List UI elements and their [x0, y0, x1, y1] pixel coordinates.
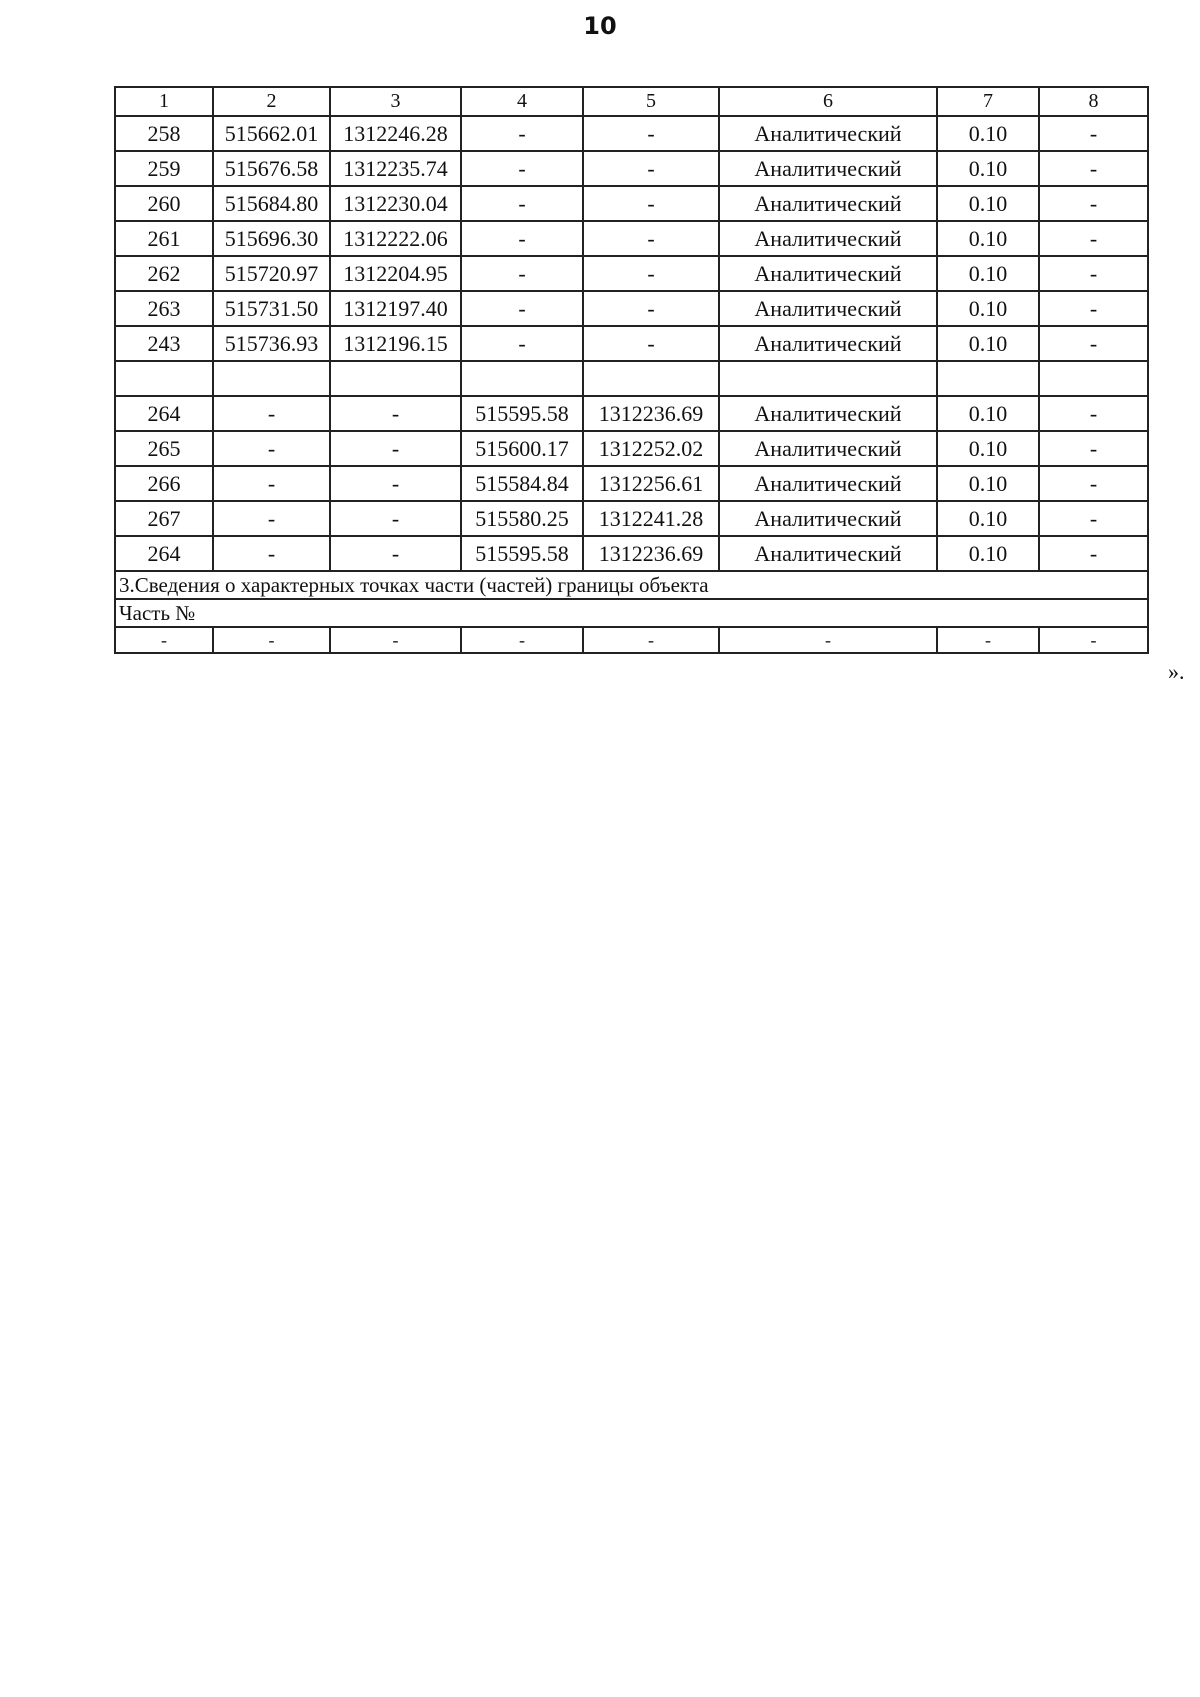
table-cell: 515720.97 — [213, 256, 330, 291]
table-cell: - — [461, 186, 583, 221]
table-body — [115, 87, 1148, 653]
table-cell: - — [583, 116, 719, 151]
table-cell: 515662.01 — [213, 116, 330, 151]
table-cell: - — [213, 501, 330, 536]
table-cell: - — [937, 627, 1039, 653]
table-cell: 1312230.04 — [330, 186, 461, 221]
table-cell: 1312252.02 — [583, 431, 719, 466]
table-cell: 1312256.61 — [583, 466, 719, 501]
table-cell: 0.10 — [937, 501, 1039, 536]
table-cell: - — [583, 291, 719, 326]
table-cell: - — [1039, 291, 1148, 326]
table-cell: - — [1039, 221, 1148, 256]
table-cell: Аналитический — [719, 116, 937, 151]
empty-cell — [937, 361, 1039, 396]
table-cell: 259 — [115, 151, 213, 186]
column-header: 7 — [937, 87, 1039, 116]
table-row — [115, 536, 1148, 571]
empty-cell — [583, 361, 719, 396]
column-header: 3 — [330, 87, 461, 116]
table-row — [115, 466, 1148, 501]
table-cell: 266 — [115, 466, 213, 501]
empty-cell — [330, 361, 461, 396]
table-cell: 1312236.69 — [583, 396, 719, 431]
table-row — [115, 501, 1148, 536]
table-cell: - — [583, 326, 719, 361]
table-cell: - — [583, 256, 719, 291]
table-cell: - — [213, 466, 330, 501]
table-cell: 0.10 — [937, 431, 1039, 466]
table-cell: 0.10 — [937, 326, 1039, 361]
table-cell: 1312197.40 — [330, 291, 461, 326]
table-cell: 515731.50 — [213, 291, 330, 326]
column-header: 8 — [1039, 87, 1148, 116]
table-cell: - — [583, 186, 719, 221]
table-cell: - — [461, 326, 583, 361]
table-row — [115, 151, 1148, 186]
table-cell: - — [115, 627, 213, 653]
table-cell: - — [583, 151, 719, 186]
table-cell: 1312196.15 — [330, 326, 461, 361]
table-cell: - — [461, 256, 583, 291]
table-cell: 515736.93 — [213, 326, 330, 361]
table-cell: 1312235.74 — [330, 151, 461, 186]
table-cell: - — [461, 291, 583, 326]
table-row — [115, 221, 1148, 256]
table-cell: 243 — [115, 326, 213, 361]
table-cell: 515595.58 — [461, 536, 583, 571]
table-cell: Аналитический — [719, 256, 937, 291]
table-cell: 265 — [115, 431, 213, 466]
table-row — [115, 256, 1148, 291]
table-cell: - — [1039, 627, 1148, 653]
table-cell: - — [461, 221, 583, 256]
closing-quote: ». — [1168, 659, 1185, 684]
column-header: 2 — [213, 87, 330, 116]
table-cell: - — [583, 627, 719, 653]
table-cell: - — [1039, 256, 1148, 291]
table-cell: 260 — [115, 186, 213, 221]
table-cell: - — [213, 536, 330, 571]
table-cell: - — [461, 627, 583, 653]
table-cell: 515684.80 — [213, 186, 330, 221]
table-cell: - — [330, 396, 461, 431]
table-cell: - — [213, 396, 330, 431]
table-cell: 264 — [115, 536, 213, 571]
table-cell: - — [461, 151, 583, 186]
column-header: 6 — [719, 87, 937, 116]
table-cell: 0.10 — [937, 466, 1039, 501]
table-cell: Аналитический — [719, 151, 937, 186]
table-cell: 0.10 — [937, 256, 1039, 291]
empty-cell — [115, 361, 213, 396]
table-cell: 0.10 — [937, 151, 1039, 186]
part-number-label: Часть № — [115, 599, 1148, 627]
table-cell: Аналитический — [719, 326, 937, 361]
section-3-title: 3.Сведения о характерных точках части (частей) границы объекта — [115, 571, 1148, 599]
table-row — [115, 431, 1148, 466]
table-cell: 0.10 — [937, 291, 1039, 326]
table-cell: Аналитический — [719, 536, 937, 571]
table-cell: 0.10 — [937, 116, 1039, 151]
table-cell: 515595.58 — [461, 396, 583, 431]
empty-cell — [213, 361, 330, 396]
table-cell: - — [1039, 186, 1148, 221]
table-cell: 1312241.28 — [583, 501, 719, 536]
table-cell: - — [213, 627, 330, 653]
table-cell: Аналитический — [719, 501, 937, 536]
table-cell: 515696.30 — [213, 221, 330, 256]
column-header: 5 — [583, 87, 719, 116]
table-cell: - — [1039, 466, 1148, 501]
table-cell: 267 — [115, 501, 213, 536]
table-cell: 515676.58 — [213, 151, 330, 186]
table-cell: - — [1039, 326, 1148, 361]
column-header: 1 — [115, 87, 213, 116]
table-cell: 263 — [115, 291, 213, 326]
table-cell: - — [461, 116, 583, 151]
table-cell: 262 — [115, 256, 213, 291]
column-header: 4 — [461, 87, 583, 116]
coordinates-table — [114, 86, 1149, 654]
table-cell: - — [719, 627, 937, 653]
table-cell: - — [1039, 396, 1148, 431]
empty-cell — [461, 361, 583, 396]
table-cell: Аналитический — [719, 431, 937, 466]
table-row — [115, 396, 1148, 431]
table-cell: - — [1039, 501, 1148, 536]
table-row — [115, 326, 1148, 361]
table-cell: 0.10 — [937, 396, 1039, 431]
table-cell: 515580.25 — [461, 501, 583, 536]
table-cell: 1312236.69 — [583, 536, 719, 571]
section-3-title-row — [115, 571, 1148, 599]
table-cell: 261 — [115, 221, 213, 256]
table-cell: - — [330, 431, 461, 466]
table-cell: Аналитический — [719, 291, 937, 326]
table-cell: 258 — [115, 116, 213, 151]
table-cell: 515600.17 — [461, 431, 583, 466]
table-row — [115, 116, 1148, 151]
table-cell: - — [1039, 536, 1148, 571]
table-cell: - — [213, 431, 330, 466]
table-cell: - — [583, 221, 719, 256]
table-cell: - — [1039, 151, 1148, 186]
page-number: 10 — [583, 12, 617, 40]
table-cell: - — [1039, 431, 1148, 466]
table-cell: 1312204.95 — [330, 256, 461, 291]
part-number-label-row — [115, 599, 1148, 627]
table-cell: - — [330, 501, 461, 536]
table-cell: Аналитический — [719, 186, 937, 221]
table-cell: - — [1039, 116, 1148, 151]
table-cell: Аналитический — [719, 221, 937, 256]
table-cell: - — [330, 627, 461, 653]
table-cell: 515584.84 — [461, 466, 583, 501]
blank-separator-row — [115, 361, 1148, 396]
table-cell: Аналитический — [719, 396, 937, 431]
table-cell: 0.10 — [937, 221, 1039, 256]
table-cell: 1312222.06 — [330, 221, 461, 256]
table-row — [115, 627, 1148, 653]
table-cell: 0.10 — [937, 186, 1039, 221]
table-row — [115, 291, 1148, 326]
table-cell: 264 — [115, 396, 213, 431]
table-cell: Аналитический — [719, 466, 937, 501]
table-cell: 0.10 — [937, 536, 1039, 571]
table-row — [115, 186, 1148, 221]
table-header-row — [115, 87, 1148, 116]
empty-cell — [1039, 361, 1148, 396]
empty-cell — [719, 361, 937, 396]
table-cell: - — [330, 536, 461, 571]
table-cell: - — [330, 466, 461, 501]
table-cell: 1312246.28 — [330, 116, 461, 151]
